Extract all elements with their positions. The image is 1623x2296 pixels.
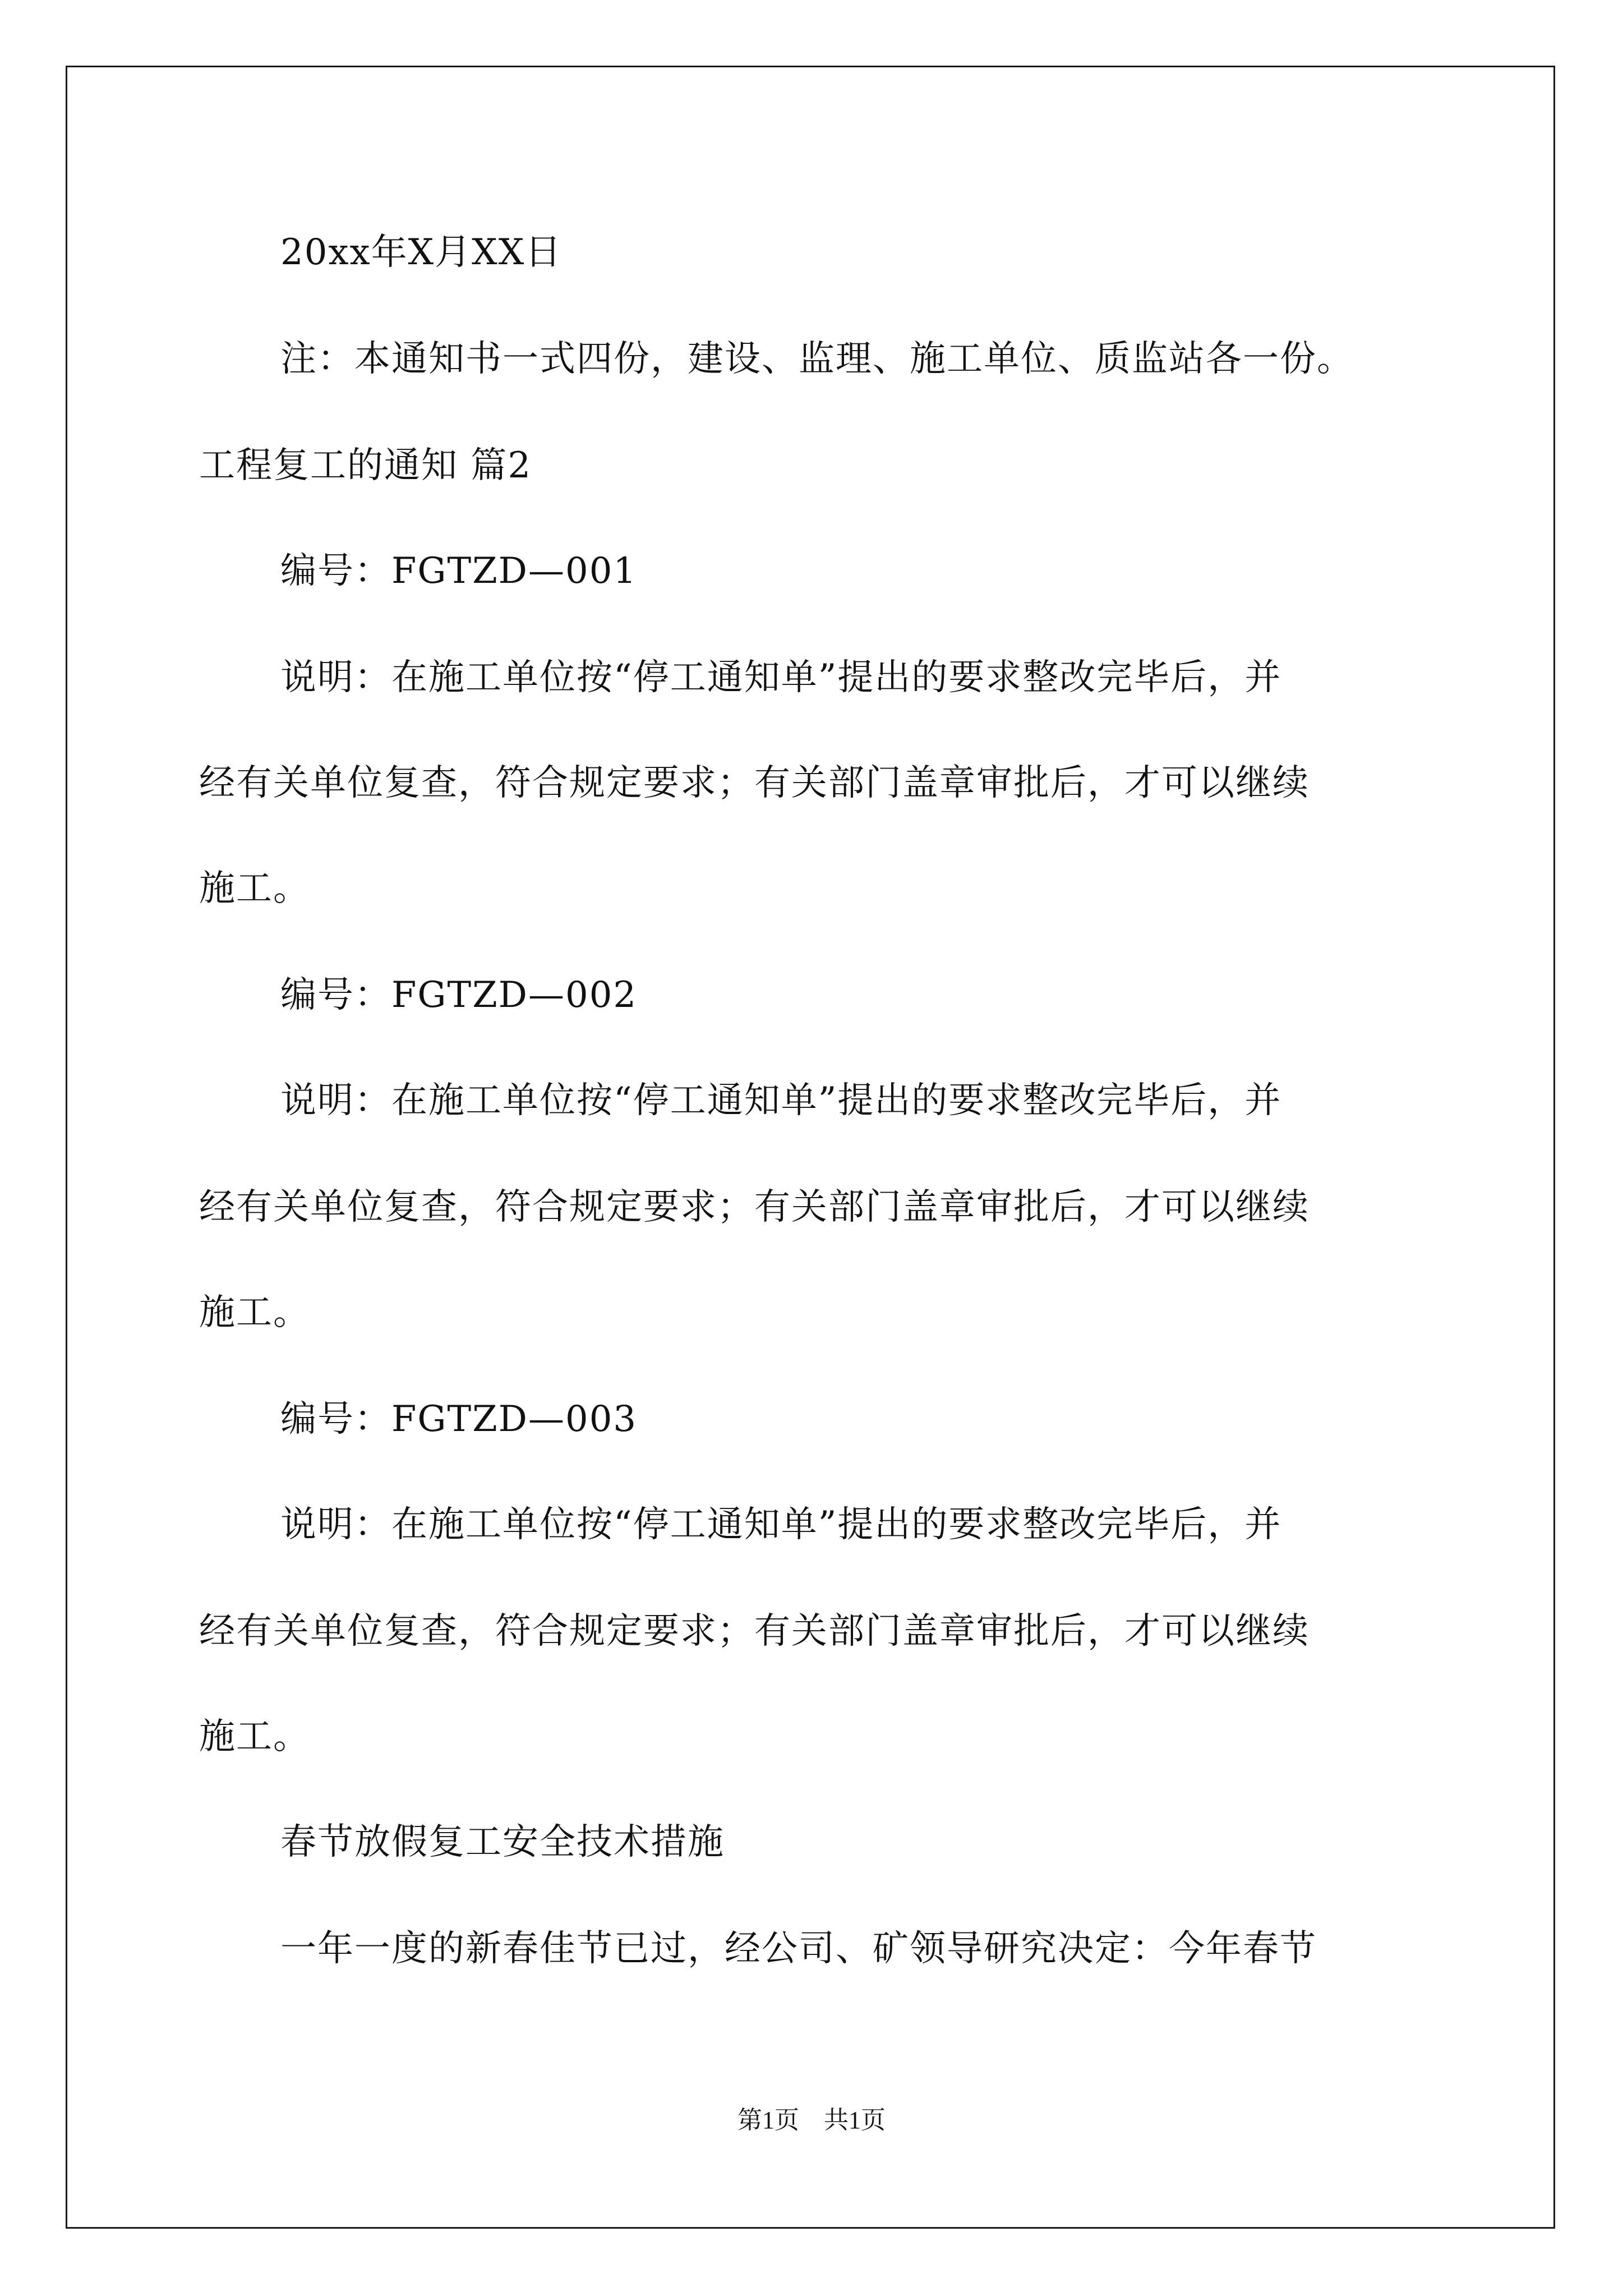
description-line: 说明：在施工单位按“停工通知单”提出的要求整改完毕后，并 [280,1080,1282,1121]
description-line: 经有关单位复查，符合规定要求；有关部门盖章审批后，才可以继续 [199,1186,1310,1228]
description-line: 施工。 [199,868,310,909]
note-line: 注：本通知书一式四份，建设、监理、施工单位、质监站各一份。 [280,338,1354,380]
description-line: 施工。 [199,1292,310,1333]
serial-number-line: 编号：FGTZD—001 [280,550,638,592]
description-line: 经有关单位复查，符合规定要求；有关部门盖章审批后，才可以继续 [199,1611,1310,1652]
section-heading: 工程复工的通知 篇2 [199,445,532,486]
page-border [66,66,1555,2229]
description-line: 经有关单位复查，符合规定要求；有关部门盖章审批后，才可以继续 [199,762,1310,804]
description-line: 说明：在施工单位按“停工通知单”提出的要求整改完毕后，并 [280,1504,1282,1545]
description-line: 施工。 [199,1716,310,1757]
body-paragraph-line: 一年一度的新春佳节已过，经公司、矿领导研究决定：今年春节 [280,1928,1317,1970]
date-line: 20xx年X月XX日 [280,232,562,273]
subsection-heading: 春节放假复工安全技术措施 [280,1821,725,1863]
page-number-footer: 第1页 共1页 [737,2106,886,2134]
serial-number-line: 编号：FGTZD—002 [280,974,638,1016]
serial-number-line: 编号：FGTZD—003 [280,1398,638,1440]
description-line: 说明：在施工单位按“停工通知单”提出的要求整改完毕后，并 [280,657,1282,698]
